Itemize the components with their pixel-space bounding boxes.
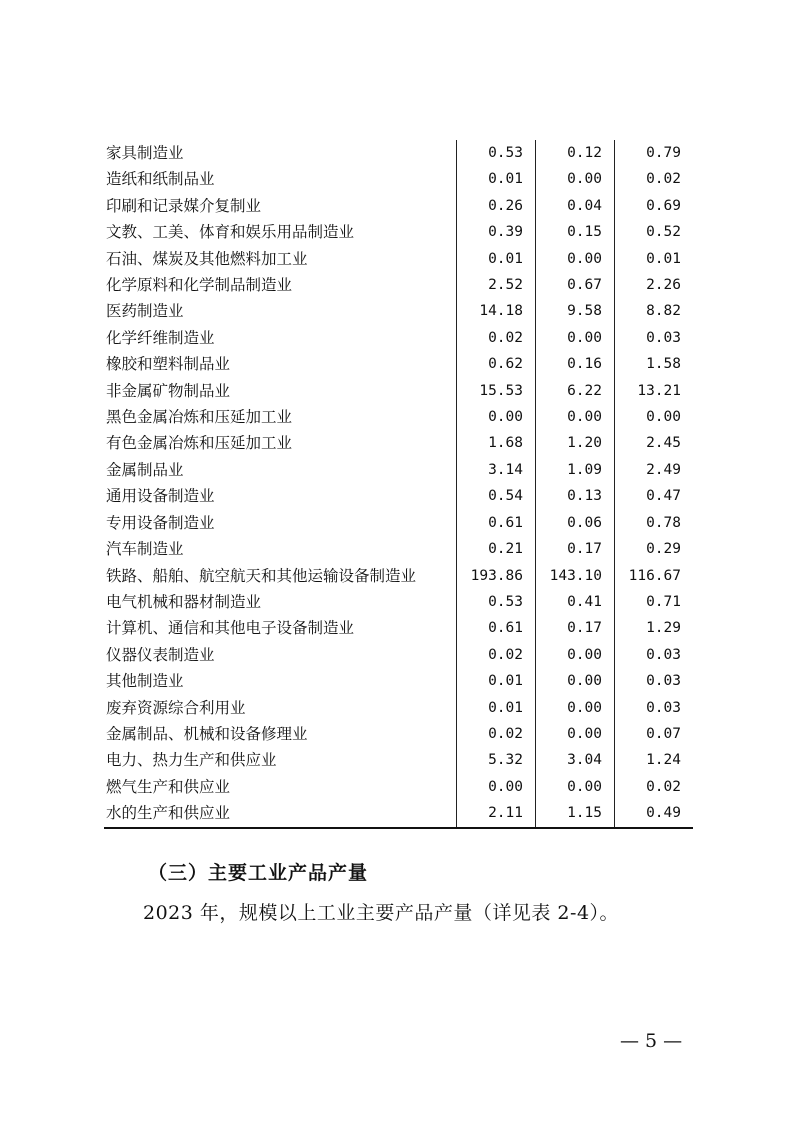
value-1-cell: 0.53 xyxy=(457,140,536,166)
table-row xyxy=(104,483,693,509)
value-1-cell: 0.61 xyxy=(457,510,536,536)
value-3-cell: 0.29 xyxy=(615,536,694,562)
value-3-cell: 8.82 xyxy=(615,298,694,324)
table-row xyxy=(104,747,693,773)
table-row xyxy=(104,800,693,827)
value-3-cell: 0.79 xyxy=(615,140,694,166)
value-1-cell: 0.62 xyxy=(457,351,536,377)
value-2-cell: 0.00 xyxy=(536,246,615,272)
value-2-cell: 1.09 xyxy=(536,457,615,483)
table-body xyxy=(104,140,693,828)
value-2-cell: 0.00 xyxy=(536,721,615,747)
industry-name-cell: 通用设备制造业 xyxy=(106,487,215,506)
industry-name-cell: 电气机械和器材制造业 xyxy=(106,592,262,611)
value-2-cell: 0.13 xyxy=(536,483,615,509)
value-3-cell: 0.49 xyxy=(615,800,694,827)
value-1-cell: 0.02 xyxy=(457,642,536,668)
table-row xyxy=(104,430,693,456)
industry-name-cell: 废弃资源综合利用业 xyxy=(106,698,246,717)
industry-name-cell: 化学纤维制造业 xyxy=(106,328,215,347)
value-3-cell: 0.71 xyxy=(615,589,694,615)
value-2-cell: 9.58 xyxy=(536,298,615,324)
value-1-cell: 2.11 xyxy=(457,800,536,827)
table-row xyxy=(104,589,693,615)
value-2-cell: 0.16 xyxy=(536,351,615,377)
value-1-cell: 1.68 xyxy=(457,430,536,456)
value-3-cell: 2.49 xyxy=(615,457,694,483)
table-row xyxy=(104,615,693,641)
industry-name-cell: 医药制造业 xyxy=(106,302,184,321)
industry-name-cell: 化学原料和化学制品制造业 xyxy=(106,276,293,295)
table-row xyxy=(104,351,693,377)
value-1-cell: 0.00 xyxy=(457,774,536,800)
value-3-cell: 1.29 xyxy=(615,615,694,641)
value-1-cell: 0.00 xyxy=(457,404,536,430)
value-1-cell: 0.39 xyxy=(457,219,536,245)
table-row xyxy=(104,536,693,562)
industry-name-cell: 计算机、通信和其他电子设备制造业 xyxy=(106,619,355,638)
value-3-cell: 0.52 xyxy=(615,219,694,245)
value-2-cell: 143.10 xyxy=(536,563,615,589)
value-2-cell: 0.67 xyxy=(536,272,615,298)
value-1-cell: 0.53 xyxy=(457,589,536,615)
value-3-cell: 13.21 xyxy=(615,378,694,404)
table-row xyxy=(104,166,693,192)
value-1-cell: 0.26 xyxy=(457,193,536,219)
value-1-cell: 0.61 xyxy=(457,615,536,641)
table-row xyxy=(104,668,693,694)
industry-name-cell: 水的生产和供应业 xyxy=(104,800,457,827)
value-1-cell: 15.53 xyxy=(457,378,536,404)
value-2-cell: 0.15 xyxy=(536,219,615,245)
industry-name-cell: 专用设备制造业 xyxy=(106,513,215,532)
table-row xyxy=(104,193,693,219)
table-row xyxy=(104,695,693,721)
table-row xyxy=(104,721,693,747)
value-2-cell: 0.17 xyxy=(536,536,615,562)
table-row xyxy=(104,774,693,800)
value-2-cell: 0.00 xyxy=(536,166,615,192)
value-3-cell: 2.26 xyxy=(615,272,694,298)
value-2-cell: 0.04 xyxy=(536,193,615,219)
value-3-cell: 0.03 xyxy=(615,668,694,694)
value-3-cell: 0.03 xyxy=(615,642,694,668)
value-3-cell: 0.07 xyxy=(615,721,694,747)
value-2-cell: 0.00 xyxy=(536,642,615,668)
value-3-cell: 0.00 xyxy=(615,404,694,430)
value-3-cell: 2.45 xyxy=(615,430,694,456)
value-2-cell: 0.00 xyxy=(536,668,615,694)
value-3-cell: 1.24 xyxy=(615,747,694,773)
table-row xyxy=(104,378,693,404)
value-2-cell: 0.00 xyxy=(536,325,615,351)
value-1-cell: 0.54 xyxy=(457,483,536,509)
value-3-cell: 0.78 xyxy=(615,510,694,536)
value-1-cell: 5.32 xyxy=(457,747,536,773)
table-row xyxy=(104,325,693,351)
value-1-cell: 14.18 xyxy=(457,298,536,324)
industry-name-cell: 电力、热力生产和供应业 xyxy=(106,751,277,770)
value-3-cell: 0.02 xyxy=(615,166,694,192)
value-2-cell: 0.17 xyxy=(536,615,615,641)
value-3-cell: 0.69 xyxy=(615,193,694,219)
value-2-cell: 0.00 xyxy=(536,695,615,721)
value-1-cell: 2.52 xyxy=(457,272,536,298)
table-row xyxy=(104,510,693,536)
table-row xyxy=(104,404,693,430)
industry-data-table xyxy=(104,140,693,829)
value-2-cell: 0.00 xyxy=(536,404,615,430)
industry-name-cell: 燃气生产和供应业 xyxy=(106,777,231,796)
value-1-cell: 0.02 xyxy=(457,325,536,351)
value-3-cell: 0.03 xyxy=(615,695,694,721)
value-2-cell: 6.22 xyxy=(536,378,615,404)
table-row xyxy=(104,642,693,668)
value-1-cell: 3.14 xyxy=(457,457,536,483)
value-3-cell: 0.03 xyxy=(615,325,694,351)
value-2-cell: 0.41 xyxy=(536,589,615,615)
industry-name-cell: 黑色金属冶炼和压延加工业 xyxy=(106,408,293,427)
industry-name-cell: 金属制品、机械和设备修理业 xyxy=(106,724,308,743)
industry-name-cell: 非金属矿物制品业 xyxy=(106,381,231,400)
industry-name-cell: 有色金属冶炼和压延加工业 xyxy=(106,434,293,453)
industry-name-cell: 文教、工美、体育和娱乐用品制造业 xyxy=(106,223,355,242)
value-1-cell: 0.21 xyxy=(457,536,536,562)
industry-name-cell: 造纸和纸制品业 xyxy=(106,170,215,189)
value-1-cell: 0.02 xyxy=(457,721,536,747)
industry-name-cell: 石油、煤炭及其他燃料加工业 xyxy=(106,249,308,268)
industry-name-cell: 橡胶和塑料制品业 xyxy=(106,355,231,374)
value-1-cell: 193.86 xyxy=(457,563,536,589)
value-3-cell: 0.02 xyxy=(615,774,694,800)
value-2-cell: 0.12 xyxy=(536,140,615,166)
table-row xyxy=(104,219,693,245)
value-1-cell: 0.01 xyxy=(457,668,536,694)
section-heading: （三）主要工业产品产量 xyxy=(148,862,369,884)
value-2-cell: 0.06 xyxy=(536,510,615,536)
value-1-cell: 0.01 xyxy=(457,166,536,192)
industry-name-cell: 其他制造业 xyxy=(106,672,184,691)
value-3-cell: 116.67 xyxy=(615,563,694,589)
value-2-cell: 1.20 xyxy=(536,430,615,456)
value-1-cell: 0.01 xyxy=(457,695,536,721)
industry-name-cell: 汽车制造业 xyxy=(106,540,184,559)
value-2-cell: 1.15 xyxy=(536,800,615,827)
table-row xyxy=(104,140,693,166)
page-number: — 5 — xyxy=(620,1030,683,1052)
table-row xyxy=(104,298,693,324)
value-3-cell: 0.01 xyxy=(615,246,694,272)
value-2-cell: 3.04 xyxy=(536,747,615,773)
table-row xyxy=(104,272,693,298)
value-3-cell: 1.58 xyxy=(615,351,694,377)
value-2-cell: 0.00 xyxy=(536,774,615,800)
industry-name-cell: 金属制品业 xyxy=(106,460,184,479)
table-row xyxy=(104,457,693,483)
industry-name-cell: 印刷和记录媒介复制业 xyxy=(106,196,262,215)
value-3-cell: 0.47 xyxy=(615,483,694,509)
value-1-cell: 0.01 xyxy=(457,246,536,272)
table-row xyxy=(104,563,693,589)
industry-name-cell: 铁路、船舶、航空航天和其他运输设备制造业 xyxy=(106,566,417,585)
section-paragraph: 2023 年，规模以上工业主要产品产量（详见表 2-4）。 xyxy=(143,902,620,924)
table-row xyxy=(104,246,693,272)
industry-name-cell: 仪器仪表制造业 xyxy=(106,645,215,664)
industry-name-cell: 家具制造业 xyxy=(106,144,184,162)
